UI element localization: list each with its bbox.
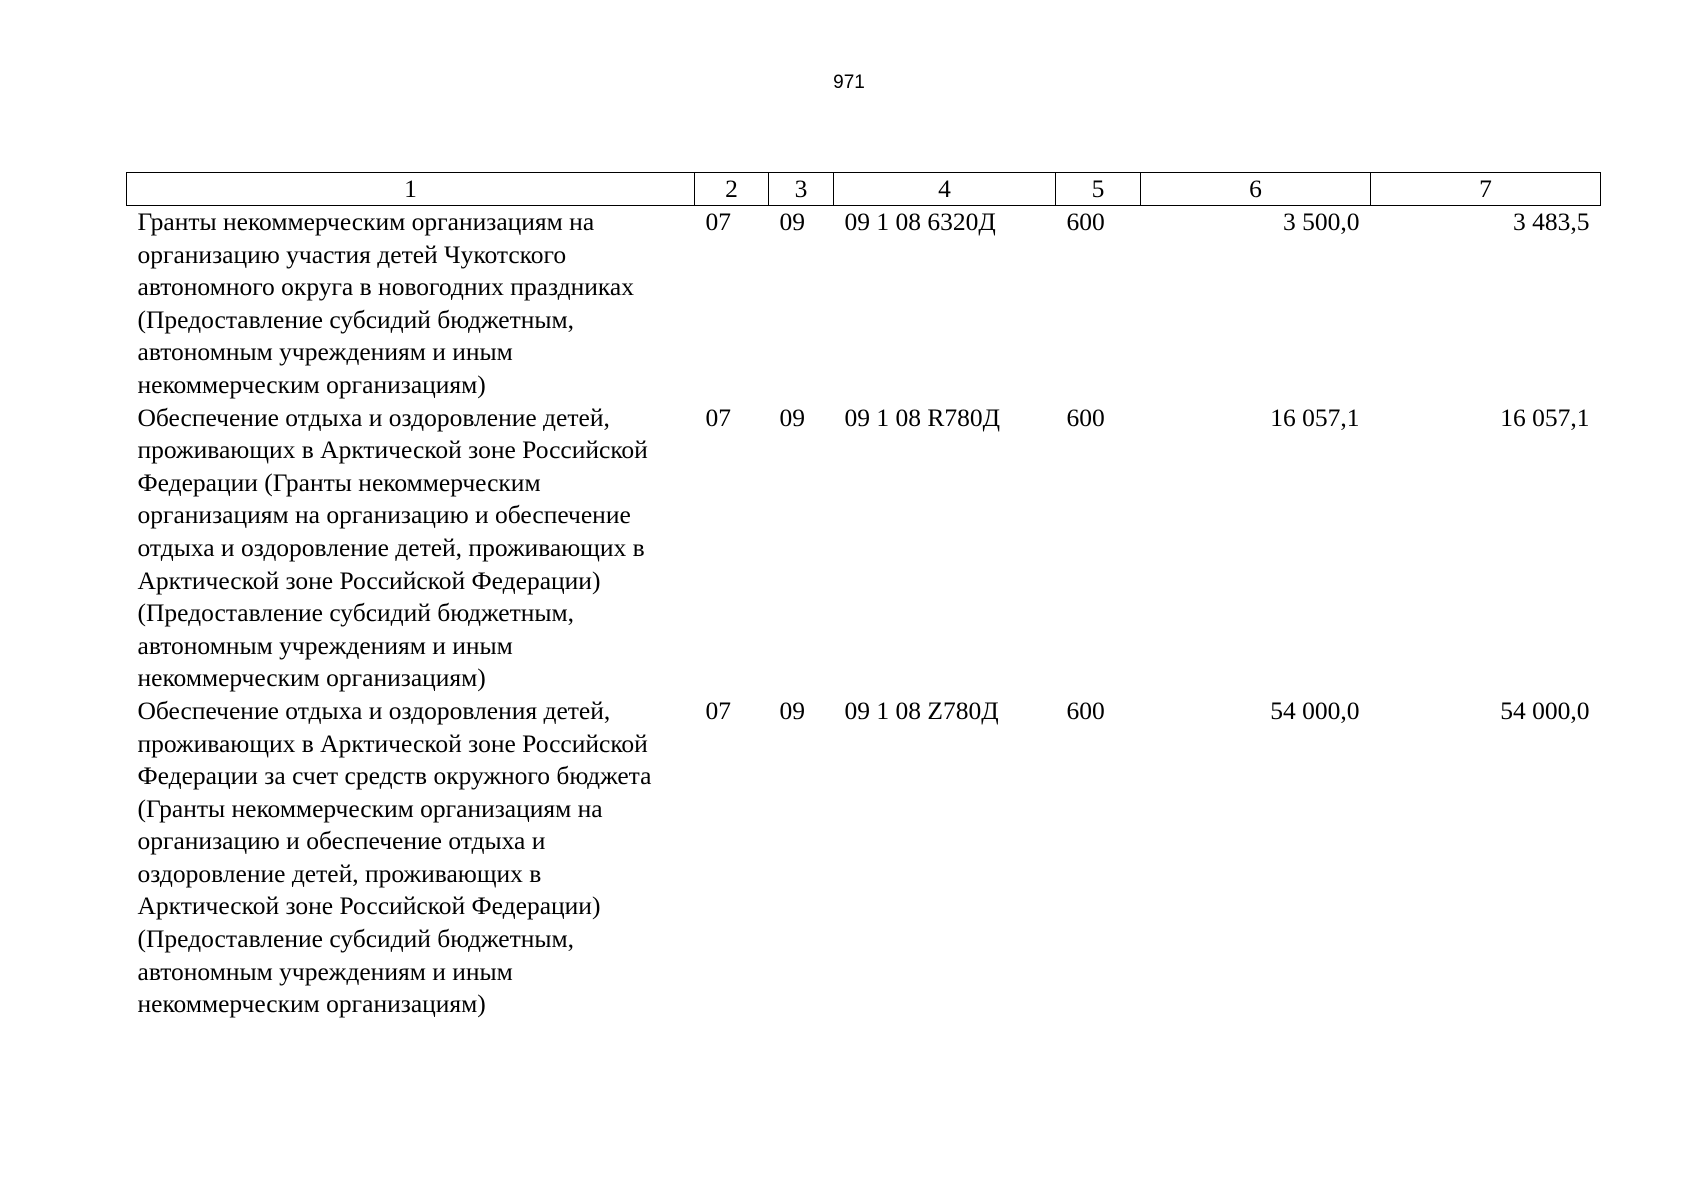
column-header-5: 5 <box>1056 173 1141 206</box>
row-amount-actual: 54 000,0 <box>1500 695 1590 725</box>
row-name: Обеспечение отдыха и оздоровление детей, проживающих в Арктической зоне Российской Федерации (Гранты некоммерческим организациям на организацию и обеспечение отдыха и оздоровление детей, проживающих в Арктической зоне Российской Федерации) (Предоставление субсидий бюджетным, автономным учреждениям и иным некоммерческим организациям) <box>137 402 648 693</box>
row-amount-planned: 16 057,1 <box>1270 402 1360 432</box>
row-expense-type: 600 <box>1066 695 1105 725</box>
row-amount-planned: 3 500,0 <box>1283 207 1360 236</box>
column-header-2: 2 <box>695 173 769 206</box>
row-subsection: 09 <box>779 402 805 432</box>
row-name: Обеспечение отдыха и оздоровления детей, проживающих в Арктической зоне Российской Федерации за счет средств окружного бюджета (Гранты некоммерческим организациям на организацию и обеспечение отдыха и оздоровление детей, проживающих в Арктической зоне Российской Федерации) (Предоставление субсидий бюджетным, автономным учреждениям и иным некоммерческим организациям) <box>137 695 652 1019</box>
row-target-code: 09 1 08 R780Д <box>844 402 1001 432</box>
page-number: 971 <box>833 72 865 93</box>
column-header-4: 4 <box>834 173 1056 206</box>
budget-table <box>126 172 1601 1021</box>
row-subsection: 09 <box>779 695 805 725</box>
column-header-3: 3 <box>769 173 834 206</box>
row-expense-type: 600 <box>1066 402 1105 432</box>
row-name: Гранты некоммерческим организациям на организацию участия детей Чукотского автономного округа в новогодних праздниках (Предоставление субсидий бюджетным, автономным учреждениям и иным некоммерческим организациям) <box>137 207 634 399</box>
row-amount-actual: 3 483,5 <box>1513 207 1590 236</box>
row-section: 07 <box>705 695 731 725</box>
table-row <box>127 206 1601 402</box>
row-section: 07 <box>705 207 731 236</box>
table-row <box>127 402 1601 695</box>
row-section: 07 <box>705 402 731 432</box>
table-row <box>127 695 1601 1021</box>
row-target-code: 09 1 08 Z780Д <box>844 695 999 725</box>
column-header-7: 7 <box>1371 173 1601 206</box>
row-amount-planned: 54 000,0 <box>1270 695 1360 725</box>
row-target-code: 09 1 08 6320Д <box>844 207 996 236</box>
row-expense-type: 600 <box>1066 207 1105 236</box>
row-amount-actual: 16 057,1 <box>1500 402 1590 432</box>
table-header-row <box>127 173 1601 206</box>
column-header-1: 1 <box>127 173 695 206</box>
row-subsection: 09 <box>779 207 805 236</box>
column-header-6: 6 <box>1141 173 1371 206</box>
